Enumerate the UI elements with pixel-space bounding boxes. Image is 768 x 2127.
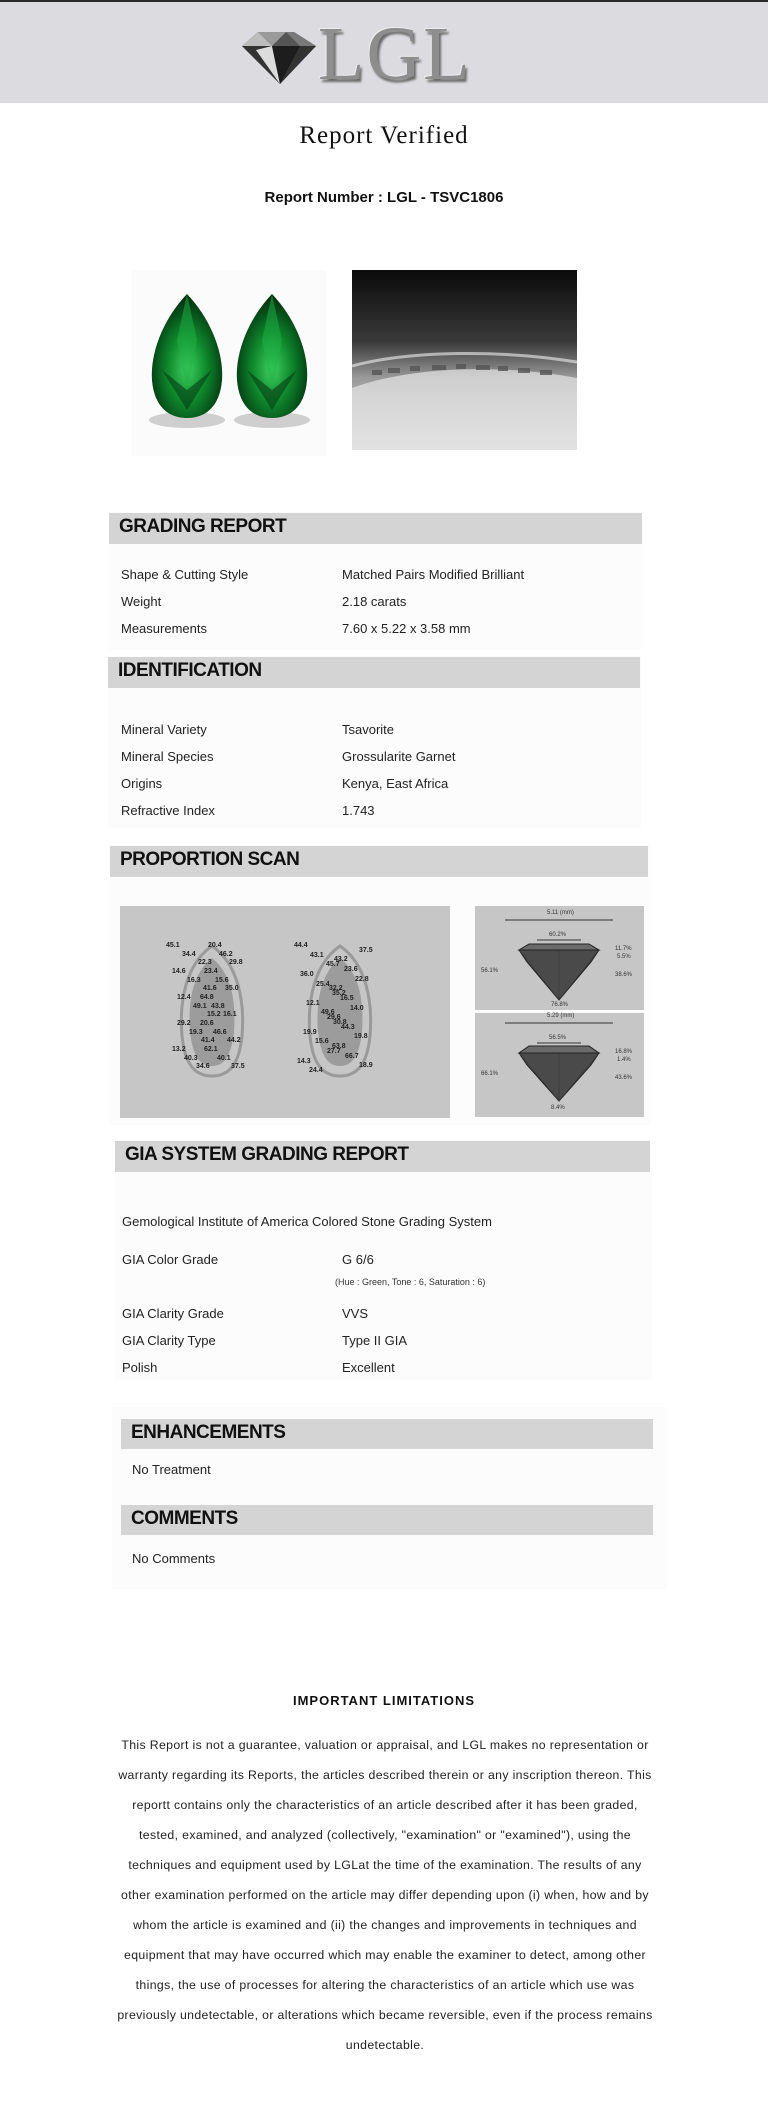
right-stone-label: 27.7 — [327, 1048, 341, 1055]
bottom-profile-crown: 16.8% — [615, 1049, 633, 1055]
girdle-inscription-photo — [352, 270, 577, 450]
right-stone-label: 43.2 — [334, 956, 348, 963]
left-stone-label: 22.3 — [198, 959, 212, 966]
right-stone-label: 35.2 — [332, 990, 346, 997]
measurements-value: 7.60 x 5.22 x 3.58 mm — [342, 621, 471, 636]
gia-clarity-grade-label: GIA Clarity Grade — [122, 1306, 224, 1321]
mineral-species-value: Grossularite Garnet — [342, 749, 456, 764]
gia-system-name: Gemological Institute of America Colored Stone Grading System — [122, 1214, 492, 1229]
identification-card — [108, 656, 641, 828]
report-number: Report Number : LGL - TSVC1806 — [264, 189, 504, 206]
right-stone-label: 24.4 — [309, 1067, 323, 1074]
shape-value: Matched Pairs Modified Brilliant — [342, 567, 525, 582]
left-stone-label: 40.3 — [184, 1055, 198, 1062]
right-stone-label: 16.5 — [340, 995, 354, 1002]
top-profile-girdle: 5.5% — [617, 954, 631, 960]
weight-value: 2.18 carats — [342, 594, 407, 609]
origins-label: Origins — [121, 776, 163, 791]
left-stone-label: 16.3 — [187, 977, 201, 984]
left-stone-label: 34.6 — [196, 1063, 210, 1070]
right-stone-label: 45.7 — [326, 961, 340, 968]
proportion-scan-header — [110, 846, 648, 877]
gia-color-label: GIA Color Grade — [122, 1252, 219, 1267]
bottom-profile-pavilion: 43.6% — [615, 1075, 633, 1081]
limitations-text: This Report is not a guarantee, valuation or appraisal, and LGL makes no representation or warranty regarding its Reports, the articles described therein or any inscription thereon. This reportt contains only the characteristics of an article described after it has been graded, tested, examined, and analyzed (collectively, "examination" or "examined"), using the techniques and equipment used by LGLat the time of the examination. The results of any other examination performed on the article may differ depending upon (i) when, how and by whom the article is examined and (ii) the changes and improvements in techniques and equipment that may have occurred which may enable the examiner to detect, among other things, the use of processes for altering the characteristics of an article which use was previously undetectable, or alterations which became reversible, even if the process remains undetectable. — [117, 1738, 653, 2052]
left-stone-label: 14.6 — [172, 968, 186, 975]
weight-label: Weight — [121, 594, 162, 609]
proportion-profile-bottom — [475, 1013, 644, 1117]
diamond-logo-icon — [236, 26, 326, 86]
mineral-variety-value: Tsavorite — [342, 722, 395, 737]
logo-wordmark: LGL — [318, 12, 472, 96]
polish-value: Excellent — [342, 1360, 395, 1375]
left-stone-label: 29.8 — [229, 959, 243, 966]
bottom-profile-table: 56.5% — [549, 1035, 567, 1041]
refractive-index-value: 1.743 — [342, 803, 375, 818]
left-stone-label: 16.1 — [223, 1011, 237, 1018]
left-stone-label: 12.4 — [177, 994, 191, 1001]
bottom-profile-width: 5.29 (mm) — [547, 1013, 575, 1019]
right-stone-label: 29.6 — [327, 1014, 341, 1021]
right-stone-label: 43.1 — [310, 952, 324, 959]
bottom-profile-depth: 66.1% — [481, 1071, 499, 1077]
top-profile-crown: 11.7% — [615, 946, 632, 952]
right-stone-label: 18.9 — [359, 1062, 373, 1069]
left-stone-label: 64.8 — [200, 994, 214, 1001]
left-stone-label: 13.2 — [172, 1046, 186, 1053]
left-stone-label: 29.2 — [177, 1020, 191, 1027]
right-stone-label: 12.1 — [306, 1000, 320, 1007]
right-stone-label: 22.8 — [355, 976, 369, 983]
left-stone-label: 44.2 — [227, 1037, 241, 1044]
origins-value: Kenya, East Africa — [342, 776, 449, 791]
left-stone-label: 35.0 — [225, 985, 239, 992]
page-title: Report Verified — [299, 122, 469, 149]
bottom-profile-girdle: 1.4% — [617, 1057, 631, 1063]
grading-report-header — [109, 513, 642, 544]
right-stone-label: 19.8 — [354, 1033, 368, 1040]
right-stone-label: 19.9 — [303, 1029, 317, 1036]
measurements-label: Measurements — [121, 621, 207, 636]
enhancements-header — [121, 1419, 653, 1449]
grading-report-card — [109, 512, 642, 650]
refractive-index-label: Refractive Index — [121, 803, 215, 818]
left-stone-label: 20.6 — [200, 1020, 214, 1027]
left-stone-label: 43.8 — [211, 1003, 225, 1010]
left-stone-label: 15.2 — [207, 1011, 221, 1018]
top-profile-depth: 56.1% — [481, 968, 499, 974]
left-stone-label: 34.4 — [182, 951, 196, 958]
proportion-scan-title: PROPORTION SCAN — [120, 849, 300, 870]
comments-header — [121, 1505, 653, 1535]
top-profile-width: 5.11 (mm) — [547, 910, 574, 916]
right-stone-label: 36.0 — [300, 971, 314, 978]
polish-label: Polish — [122, 1360, 158, 1375]
proportion-profile-top — [475, 906, 644, 1010]
gia-clarity-type-value: Type II GIA — [342, 1333, 408, 1348]
left-stone-label: 37.5 — [231, 1063, 245, 1070]
gemstone-photo — [132, 270, 326, 456]
right-stone-label: 30.8 — [333, 1019, 347, 1026]
gia-grading-header — [115, 1141, 650, 1172]
left-stone-label: 15.6 — [215, 977, 229, 984]
left-stone-label: 40.1 — [217, 1055, 231, 1062]
left-stone-label: 45.1 — [166, 942, 180, 949]
mineral-variety-label: Mineral Variety — [121, 722, 207, 737]
limitations-title: IMPORTANT LIMITATIONS — [292, 1693, 476, 1708]
right-stone-label: 44.3 — [341, 1024, 355, 1031]
right-stone-label: 14.0 — [350, 1005, 364, 1012]
gia-clarity-type-label: GIA Clarity Type — [122, 1333, 216, 1348]
gia-color-value: G 6/6 — [342, 1252, 374, 1267]
gia-clarity-grade-value: VVS — [342, 1306, 369, 1321]
identification-title: IDENTIFICATION — [118, 660, 262, 681]
left-stone-label: 49.1 — [193, 1003, 207, 1010]
right-stone-label: 44.4 — [294, 942, 308, 949]
enhancements-text: No Treatment — [132, 1462, 211, 1477]
grading-report-title: GRADING REPORT — [119, 516, 287, 537]
right-stone-label: 14.3 — [297, 1058, 311, 1065]
right-stone-label: 63.8 — [332, 1043, 346, 1050]
left-stone-label: 46.2 — [219, 951, 233, 958]
right-stone-label: 23.6 — [344, 966, 358, 973]
comments-text: No Comments — [132, 1551, 216, 1566]
bottom-profile-culet: 8.4% — [551, 1105, 565, 1111]
mineral-species-label: Mineral Species — [121, 749, 214, 764]
right-stone-label: 37.5 — [359, 947, 373, 954]
top-profile-culet: 76.8% — [551, 1002, 569, 1008]
lgl-logo[interactable] — [232, 12, 492, 96]
right-stone-label: 32.2 — [329, 985, 343, 992]
left-stone-label: 41.4 — [201, 1037, 215, 1044]
top-profile-table: 60.2% — [549, 932, 567, 938]
left-stone-label: 62.1 — [204, 1046, 218, 1053]
right-stone-label: 66.7 — [345, 1053, 359, 1060]
gia-grading-title: GIA SYSTEM GRADING REPORT — [125, 1144, 409, 1165]
site-header — [0, 2, 768, 103]
shape-label: Shape & Cutting Style — [121, 567, 249, 582]
gia-grading-card — [115, 1140, 652, 1380]
identification-header — [108, 657, 640, 688]
enhancements-comments-card — [112, 1407, 667, 1589]
enhancements-title: ENHANCEMENTS — [131, 1422, 286, 1443]
right-stone-label: 25.4 — [316, 981, 330, 988]
left-stone-label: 19.3 — [189, 1029, 203, 1036]
left-stone-label: 46.6 — [213, 1029, 227, 1036]
left-stone-label: 41.6 — [203, 985, 217, 992]
left-stone-label: 20.4 — [208, 942, 222, 949]
left-stone-label: 23.4 — [204, 968, 218, 975]
right-stone-label: 15.6 — [315, 1038, 329, 1045]
right-stone-label: 49.6 — [321, 1009, 335, 1016]
right-stone-measurements — [120, 906, 450, 1118]
top-profile-pavilion: 38.6% — [615, 972, 633, 978]
comments-title: COMMENTS — [131, 1508, 238, 1529]
gia-color-note: (Hue : Green, Tone : 6, Saturation : 6) — [335, 1277, 486, 1287]
